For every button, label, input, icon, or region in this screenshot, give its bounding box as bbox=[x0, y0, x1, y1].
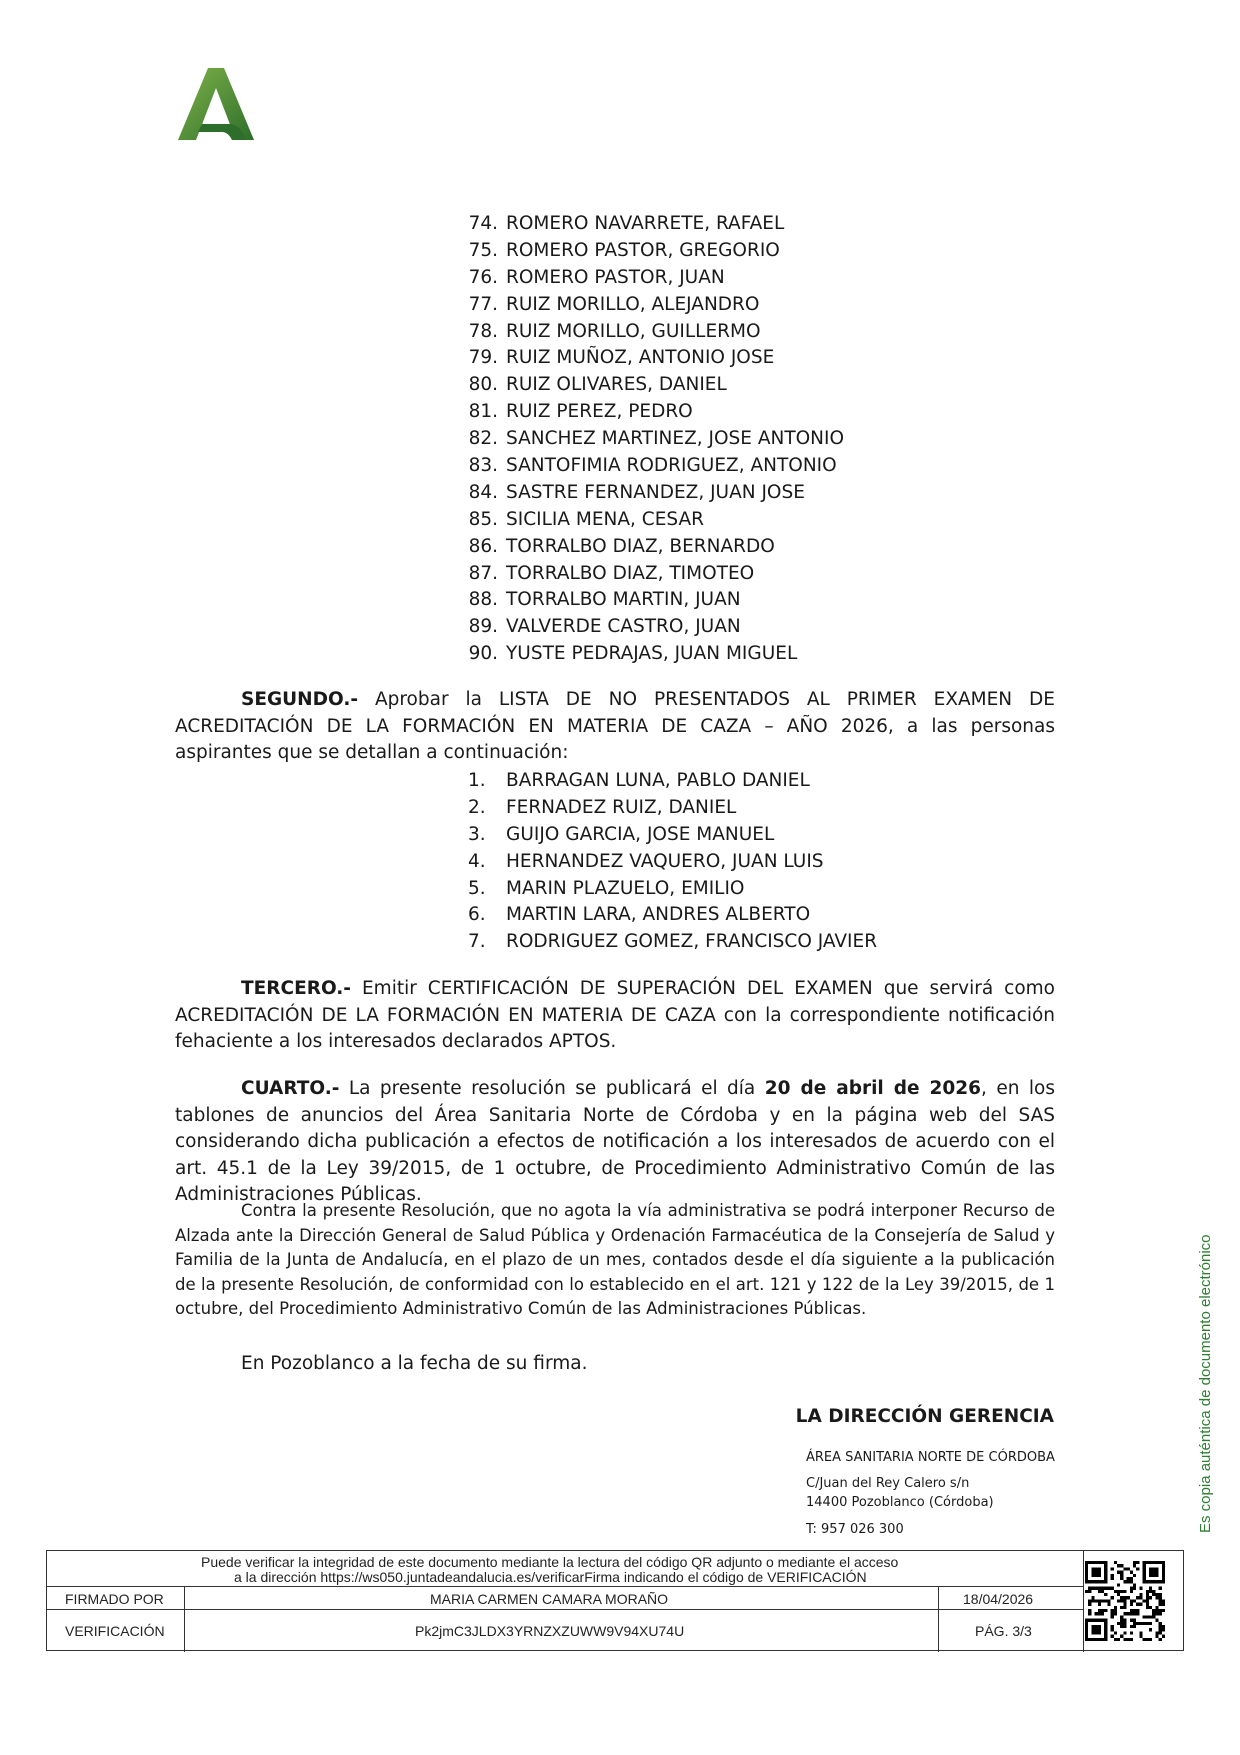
list-item: 85. SICILIA MENA, CESAR bbox=[468, 508, 704, 530]
list-item: 74. ROMERO NAVARRETE, RAFAEL bbox=[468, 213, 785, 234]
list-item: 83. SANTOFIMIA RODRIGUEZ, ANTONIO bbox=[468, 455, 837, 477]
list-item: 78. RUIZ MORILLO, GUILLERMO bbox=[468, 320, 761, 342]
list-item: 77. RUIZ MORILLO, ALEJANDRO bbox=[468, 293, 760, 315]
list-item: 86. TORRALBO DIAZ, BERNARDO bbox=[468, 535, 775, 557]
aptos-list-continued bbox=[468, 211, 844, 668]
list-item: 7. RODRIGUEZ GOMEZ, FRANCISCO JAVIER bbox=[468, 931, 878, 953]
no-presentados-list bbox=[468, 768, 877, 956]
segundo-label: SEGUNDO.- bbox=[241, 689, 359, 710]
address-city: 14400 Pozoblanco (Córdoba) bbox=[806, 1495, 994, 1510]
cuarto-text-2: , en los tablones de anuncios del Área Sanitaria Norte de Córdoba y en la página web del SAS considerando dicha publicación a efectos de notificación a los interesados de acuerdo con el art. 45.1 de la Ley 39/2015, de 1 octubre, de Procedimiento Administrativo Común de las Administraciones Públicas. bbox=[175, 1078, 1055, 1205]
signature-title: LA DIRECCIÓN GERENCIA bbox=[795, 1406, 1054, 1427]
list-item: 90. YUSTE PEDRAJAS, JUAN MIGUEL bbox=[468, 643, 798, 665]
signature-date: 18/04/2026 bbox=[963, 1591, 1034, 1607]
tercero-paragraph bbox=[175, 976, 1055, 1056]
address-phone: T: 957 026 300 bbox=[806, 1522, 904, 1537]
authentic-copy-note: Es copia auténtica de documento electrónico bbox=[1197, 1234, 1214, 1533]
page-number: PÁG. 3/3 bbox=[975, 1623, 1032, 1639]
signer-name: MARIA CARMEN CAMARA MORAÑO bbox=[430, 1591, 669, 1607]
tercero-text: Emitir CERTIFICACIÓN DE SUPERACIÓN DEL EXAMEN que servirá como ACREDITACIÓN DE LA FORMACIÓN EN MATERIA DE CAZA con la correspondiente notificación fehaciente a los interesados declarados APTOS. bbox=[175, 978, 1055, 1052]
list-item: 6. MARTIN LARA, ANDRES ALBERTO bbox=[468, 904, 811, 926]
tercero-label: TERCERO.- bbox=[241, 978, 351, 999]
recurso-text: Contra la presente Resolución, que no agota la vía administrativa se podrá interponer Recurso de Alzada ante la Dirección General de Salud Pública y Ordenación Farmacéutica de la Consejería de Salud y Familia de la Junta de Andalucía, en el plazo de un mes, contados desde el día siguiente a la publicación de la presente Resolución, de conformidad con lo establecido en el art. 121 y 122 de la Ley 39/2015, de 1 octubre, del Procedimiento Administrativo Común de las Administraciones Públicas. bbox=[175, 1201, 1055, 1318]
junta-andalucia-logo bbox=[178, 68, 254, 140]
cuarto-paragraph bbox=[175, 1076, 1055, 1209]
verification-box bbox=[46, 1550, 1184, 1651]
list-item: 75. ROMERO PASTOR, GREGORIO bbox=[468, 239, 780, 261]
place-date-line bbox=[175, 1351, 1055, 1378]
list-item: 82. SANCHEZ MARTINEZ, JOSE ANTONIO bbox=[468, 428, 845, 450]
list-item: 4. HERNANDEZ VAQUERO, JUAN LUIS bbox=[468, 850, 824, 872]
recurso-paragraph bbox=[175, 1199, 1055, 1322]
place-date-text: En Pozoblanco a la fecha de su firma. bbox=[241, 1353, 588, 1374]
list-item: 3. GUIJO GARCIA, JOSE MANUEL bbox=[468, 823, 775, 845]
cuarto-date: 20 de abril de 2026 bbox=[764, 1078, 982, 1099]
list-item: 1. BARRAGAN LUNA, PABLO DANIEL bbox=[468, 770, 810, 791]
cuarto-label: CUARTO.- bbox=[241, 1078, 340, 1099]
verification-code: Pk2jmC3JLDX3YRNZXZUWW9V94XU74U bbox=[415, 1623, 685, 1639]
segundo-text: Aprobar la LISTA DE NO PRESENTADOS AL PRIMER EXAMEN DE ACREDITACIÓN DE LA FORMACIÓN EN MATERIA DE CAZA – AÑO 2026, a las personas aspirantes que se detallan a continuación: bbox=[175, 689, 1055, 763]
address-org: ÁREA SANITARIA NORTE DE CÓRDOBA bbox=[806, 1450, 1055, 1465]
segundo-paragraph bbox=[175, 687, 1055, 767]
list-item: 84. SASTRE FERNANDEZ, JUAN JOSE bbox=[468, 481, 805, 503]
list-item: 80. RUIZ OLIVARES, DANIEL bbox=[468, 374, 727, 396]
qr-code-icon[interactable] bbox=[1085, 1561, 1165, 1641]
list-item: 87. TORRALBO DIAZ, TIMOTEO bbox=[468, 562, 755, 584]
verify-line-2: a la dirección https://ws050.juntadeandalucia.es/verificarFirma indicando el código de VERIFICACIÓN bbox=[234, 1569, 867, 1585]
address-street: C/Juan del Rey Calero s/n bbox=[806, 1476, 970, 1491]
list-item: 79. RUIZ MUÑOZ, ANTONIO JOSE bbox=[468, 347, 775, 369]
list-item: 88. TORRALBO MARTIN, JUAN bbox=[468, 589, 741, 611]
list-item: 2. FERNADEZ RUIZ, DANIEL bbox=[468, 796, 737, 818]
cuarto-text-1: La presente resolución se publicará el día bbox=[339, 1078, 765, 1099]
verify-line-1: Puede verificar la integridad de este documento mediante la lectura del código QR adjunto o mediante el acceso bbox=[201, 1554, 899, 1570]
list-item: 5. MARIN PLAZUELO, EMILIO bbox=[468, 877, 745, 899]
list-item: 76. ROMERO PASTOR, JUAN bbox=[468, 266, 725, 288]
verification-label: VERIFICACIÓN bbox=[65, 1623, 165, 1639]
list-item: 81. RUIZ PEREZ, PEDRO bbox=[468, 401, 693, 423]
signed-by-label: FIRMADO POR bbox=[65, 1591, 164, 1607]
list-item: 89. VALVERDE CASTRO, JUAN bbox=[468, 616, 741, 638]
